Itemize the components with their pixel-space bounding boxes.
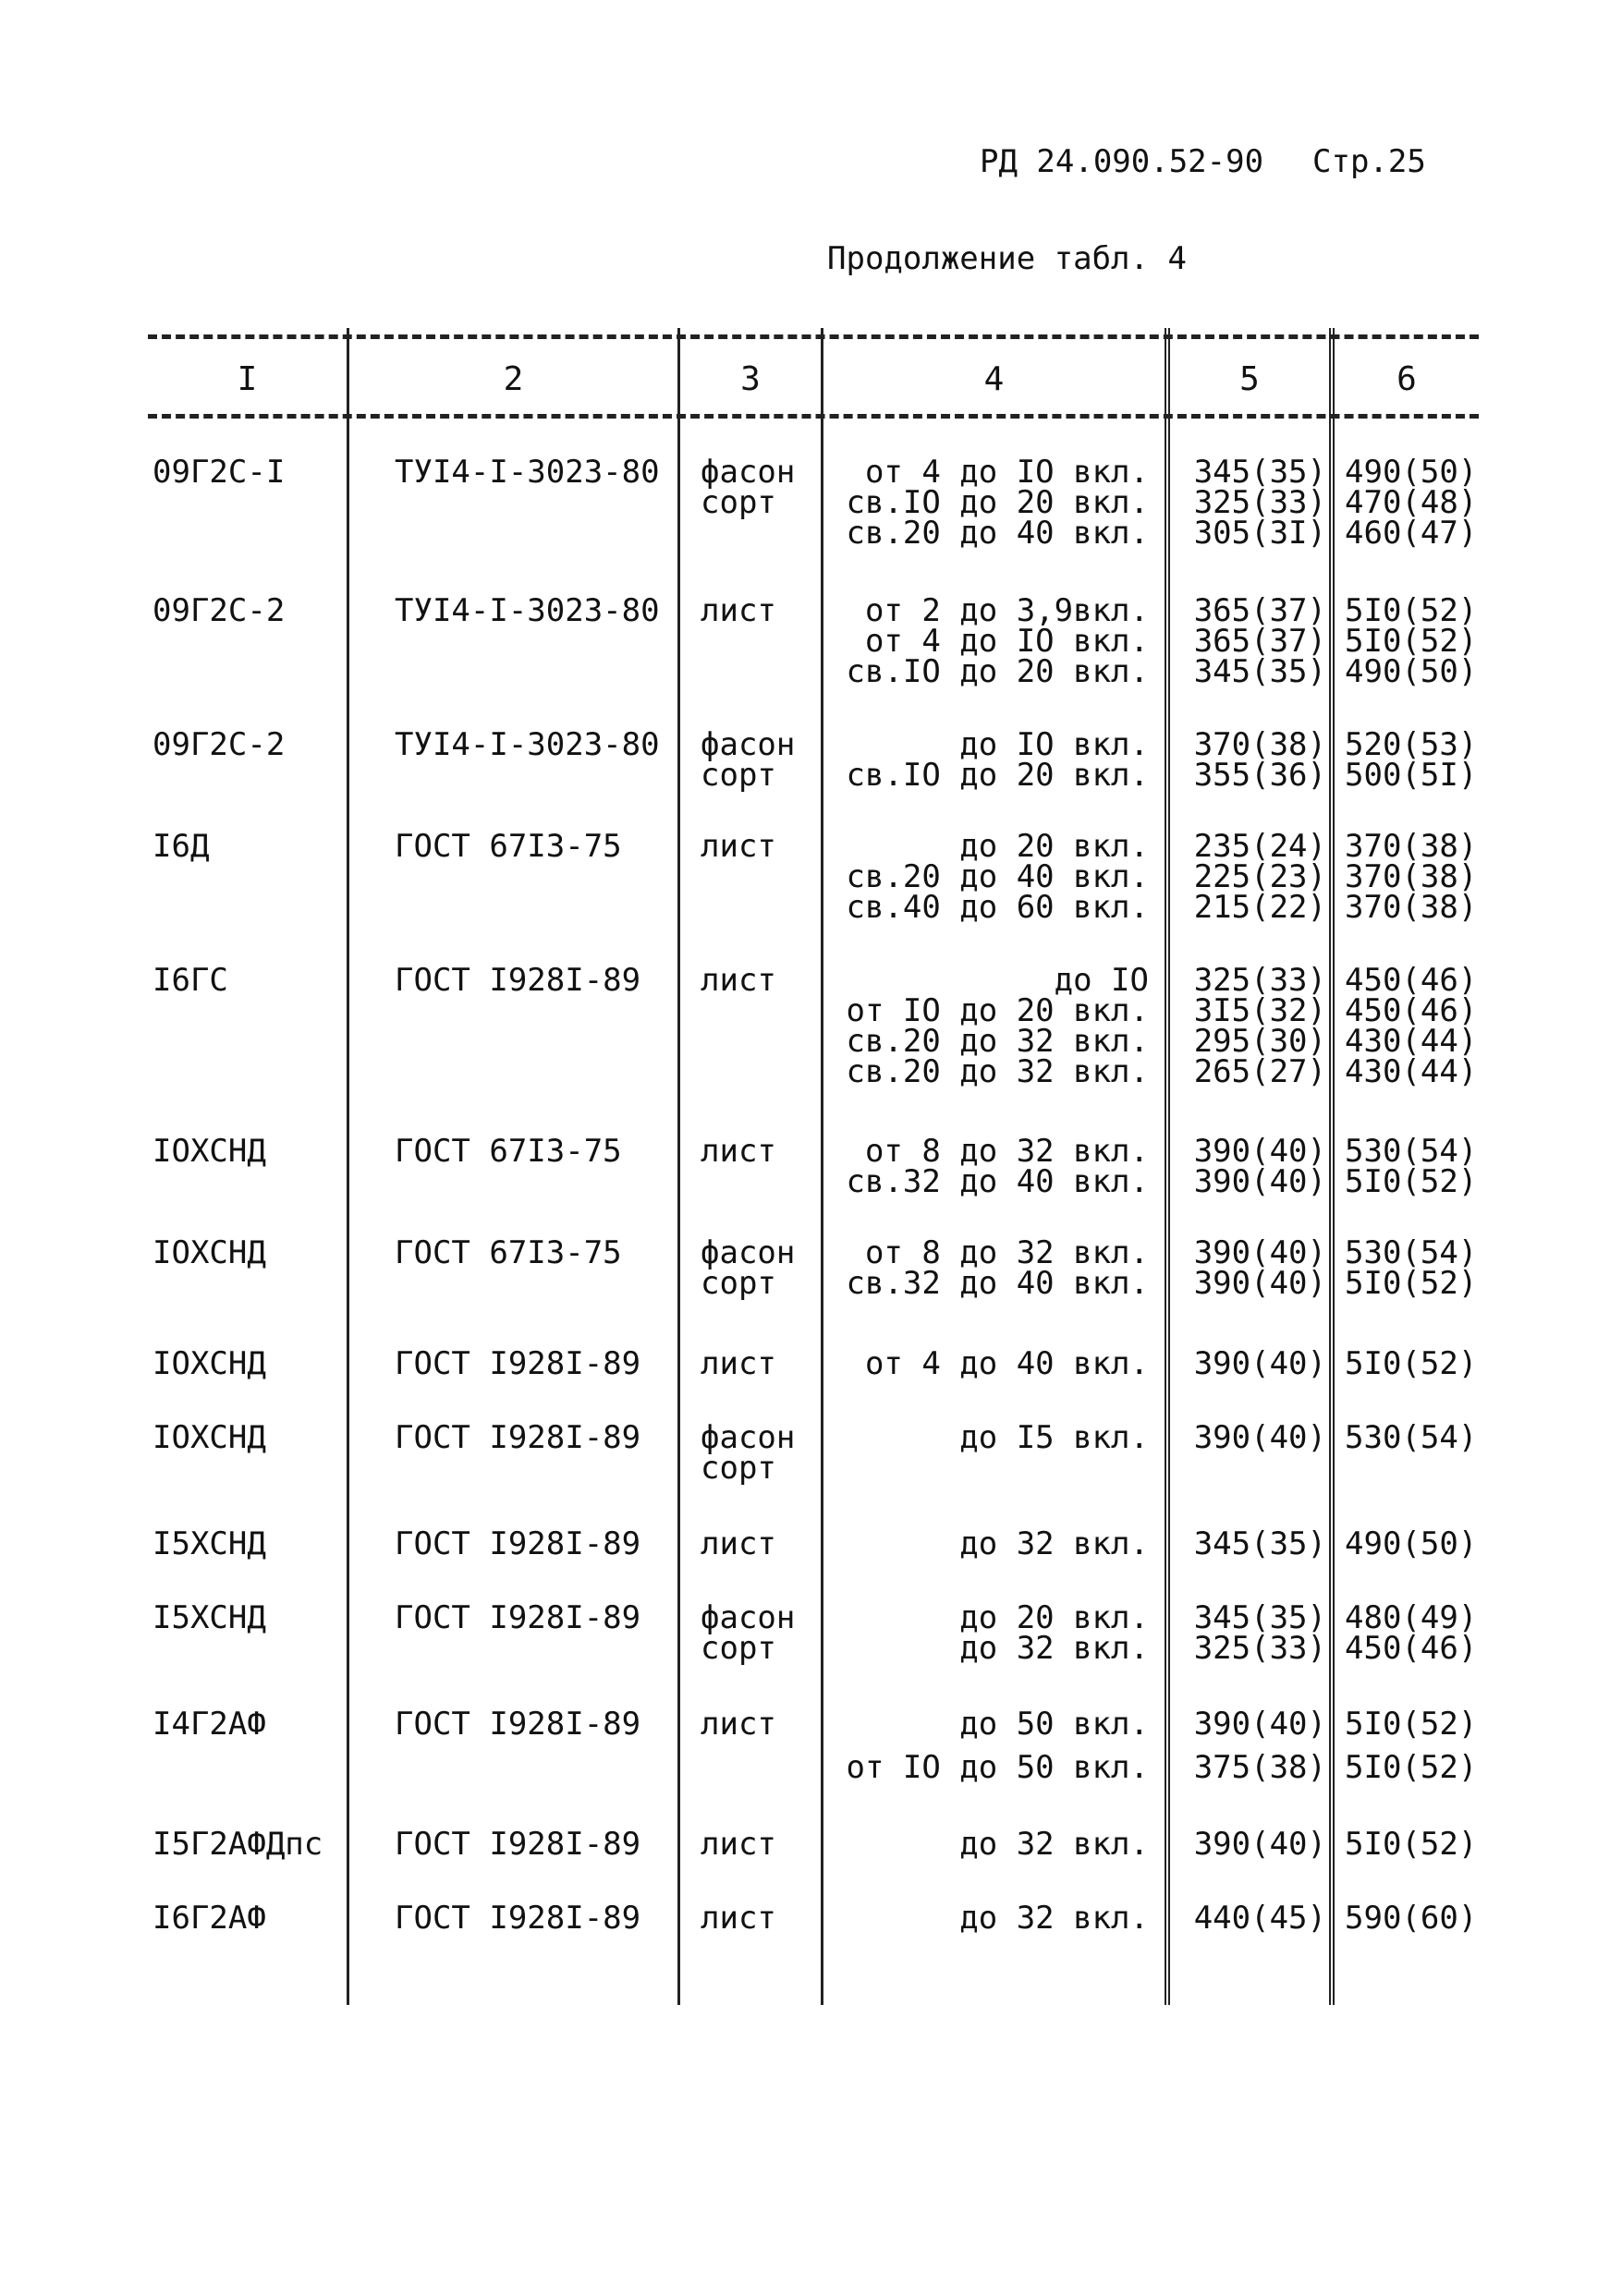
tensile-strength-cell-line: 450(46) xyxy=(1345,962,1478,999)
product-type-cell-line: лист xyxy=(701,1345,776,1382)
yield-strength-cell xyxy=(1174,1826,1326,1863)
thickness-range-cell xyxy=(839,1133,1149,1200)
thickness-range-cell-line: св.IO до 20 вкл. xyxy=(846,757,1149,794)
tensile-strength-cell xyxy=(1345,962,1479,1090)
product-type-cell-line: сорт xyxy=(701,1630,776,1667)
tensile-strength-cell xyxy=(1345,1599,1479,1667)
yield-strength-cell-line: 325(33) xyxy=(1193,962,1326,999)
yield-strength-cell-line: 225(23) xyxy=(1193,858,1326,895)
product-type-cell xyxy=(701,828,776,865)
steel-grade-cell xyxy=(152,1234,266,1271)
standard-cell-line: ГОСТ I928I-89 xyxy=(395,962,641,999)
standard-cell xyxy=(395,1234,622,1271)
tensile-strength-cell xyxy=(1345,1133,1479,1200)
tensile-strength-cell xyxy=(1345,828,1479,926)
steel-grade-cell-line: 09Г2С-2 xyxy=(152,726,286,763)
thickness-range-cell-line: св.IO до 20 вкл. xyxy=(846,484,1149,521)
steel-grade-cell xyxy=(152,1599,266,1636)
tensile-strength-cell-line: 490(50) xyxy=(1345,653,1478,690)
steel-grade-cell xyxy=(152,1706,266,1743)
thickness-range-cell-line: св.20 до 32 вкл. xyxy=(846,1023,1149,1060)
thickness-range-cell xyxy=(839,1599,1149,1667)
tensile-strength-cell-line: 370(38) xyxy=(1345,889,1478,926)
product-type-cell xyxy=(701,726,796,794)
standard-cell xyxy=(395,1419,641,1456)
yield-strength-cell-line: 3I5(32) xyxy=(1193,992,1326,1029)
yield-strength-cell xyxy=(1174,592,1326,690)
yield-strength-cell-line: 355(36) xyxy=(1193,757,1326,794)
yield-strength-cell-line: 440(45) xyxy=(1193,1900,1326,1937)
tensile-strength-cell-line: 500(5I) xyxy=(1345,757,1478,794)
steel-grade-cell-line: IOXCHД xyxy=(152,1133,266,1170)
steel-grade-cell-line: I5XCHД xyxy=(152,1525,266,1562)
column-divider-2 xyxy=(677,328,680,2005)
thickness-range-cell-line: от 8 до 32 вкл. xyxy=(864,1234,1149,1271)
tensile-strength-cell xyxy=(1345,1525,1479,1562)
product-type-cell-line: сорт xyxy=(701,1265,776,1302)
thickness-range-cell-line: от 4 до IO вкл. xyxy=(864,454,1149,491)
tensile-strength-cell xyxy=(1345,726,1479,794)
tensile-strength-cell-line: 490(50) xyxy=(1345,1525,1478,1562)
yield-strength-cell-line: 295(30) xyxy=(1193,1023,1326,1060)
product-type-cell-line: лист xyxy=(701,592,776,629)
product-type-cell xyxy=(701,1599,796,1667)
steel-grade-cell xyxy=(152,1826,323,1863)
thickness-range-cell-line: от 2 до 3,9вкл. xyxy=(864,592,1149,629)
column-header-4: 4 xyxy=(983,360,1005,398)
tensile-strength-cell-line: 5I0(52) xyxy=(1345,1706,1478,1743)
thickness-range-cell xyxy=(839,1345,1149,1382)
product-type-cell xyxy=(701,592,776,629)
tensile-strength-cell-line: 5I0(52) xyxy=(1345,1265,1478,1302)
steel-grade-cell-line: I6ГС xyxy=(152,962,228,999)
steel-grade-cell-line: I5Г2АФДпс xyxy=(152,1826,323,1863)
column-header-3: 3 xyxy=(740,360,761,398)
yield-strength-cell-line: 365(37) xyxy=(1193,623,1326,660)
yield-strength-cell-line: 390(40) xyxy=(1193,1234,1326,1271)
tensile-strength-cell xyxy=(1345,1826,1479,1863)
thickness-range-cell-line: св.32 до 40 вкл. xyxy=(846,1163,1149,1200)
thickness-range-cell xyxy=(839,1900,1149,1937)
tensile-strength-cell-line: 590(60) xyxy=(1345,1900,1478,1937)
thickness-range-cell-line: св.IO до 20 вкл. xyxy=(846,653,1149,690)
tensile-strength-cell-line: 470(48) xyxy=(1345,484,1478,521)
table-continuation-title: Продолжение табл. 4 xyxy=(827,240,1187,277)
product-type-cell-line: лист xyxy=(701,1525,776,1562)
steel-grade-cell xyxy=(152,726,286,763)
yield-strength-cell-line: 345(35) xyxy=(1193,653,1326,690)
yield-strength-cell-line: 325(33) xyxy=(1193,484,1326,521)
yield-strength-cell xyxy=(1174,1133,1326,1200)
thickness-range-cell-line: до I5 вкл. xyxy=(959,1419,1149,1456)
product-type-cell-line: фасон xyxy=(701,1419,796,1456)
steel-grade-cell-line: 09Г2С-2 xyxy=(152,592,286,629)
product-type-cell-line: фасон xyxy=(701,1599,796,1636)
yield-strength-cell xyxy=(1174,828,1326,926)
thickness-range-cell xyxy=(839,726,1149,794)
tensile-strength-cell xyxy=(1345,1419,1479,1456)
product-type-cell xyxy=(701,962,776,999)
tensile-strength-cell-line: 5I0(52) xyxy=(1345,1345,1478,1382)
standard-cell xyxy=(395,1345,641,1382)
yield-strength-cell-line: 390(40) xyxy=(1193,1163,1326,1200)
yield-strength-cell xyxy=(1174,1419,1326,1456)
tensile-strength-cell-line: 5I0(52) xyxy=(1345,1826,1478,1863)
thickness-range-cell-line: до IO вкл. xyxy=(959,726,1149,763)
yield-strength-cell-line: 345(35) xyxy=(1193,1525,1326,1562)
tensile-strength-cell xyxy=(1345,1706,1479,1786)
standard-cell-line: ГОСТ I928I-89 xyxy=(395,1419,641,1456)
tensile-strength-cell xyxy=(1345,1900,1479,1937)
product-type-cell xyxy=(701,1345,776,1382)
product-type-cell-line: фасон xyxy=(701,726,796,763)
yield-strength-cell xyxy=(1174,1706,1326,1786)
column-header-5: 5 xyxy=(1239,360,1260,398)
yield-strength-cell-line: 390(40) xyxy=(1193,1706,1326,1743)
tensile-strength-cell xyxy=(1345,1345,1479,1382)
steel-grade-cell xyxy=(152,1525,266,1562)
steel-grade-cell-line: IOXCHД xyxy=(152,1419,266,1456)
steel-grade-cell-line: I6Г2АФ xyxy=(152,1900,266,1937)
yield-strength-cell-line: 365(37) xyxy=(1193,592,1326,629)
product-type-cell-line: лист xyxy=(701,1133,776,1170)
document-code: РД 24.090.52-90 xyxy=(980,143,1264,180)
standard-cell xyxy=(395,1900,641,1937)
standard-cell xyxy=(395,592,660,629)
tensile-strength-cell-line: 530(54) xyxy=(1345,1234,1478,1271)
product-type-cell-line: лист xyxy=(701,1826,776,1863)
standard-cell-line: ГОСТ I928I-89 xyxy=(395,1599,641,1636)
steel-grade-cell xyxy=(152,962,228,999)
standard-cell xyxy=(395,828,622,865)
steel-grade-cell-line: 09Г2С-I xyxy=(152,454,286,491)
thickness-range-cell xyxy=(839,1826,1149,1863)
steel-grade-cell xyxy=(152,1900,266,1937)
product-type-cell-line: сорт xyxy=(701,1450,776,1487)
yield-strength-cell-line: 345(35) xyxy=(1193,454,1326,491)
standard-cell-line: ГОСТ I928I-89 xyxy=(395,1706,641,1743)
standard-cell-line: ГОСТ 67I3-75 xyxy=(395,1234,622,1271)
standard-cell xyxy=(395,1525,641,1562)
product-type-cell xyxy=(701,1419,796,1487)
yield-strength-cell xyxy=(1174,1599,1326,1667)
standard-cell-line: ТУI4-I-3023-80 xyxy=(395,726,660,763)
yield-strength-cell-line: 390(40) xyxy=(1193,1826,1326,1863)
tensile-strength-cell xyxy=(1345,1234,1479,1302)
column-header-2: 2 xyxy=(503,360,524,398)
product-type-cell-line: лист xyxy=(701,1900,776,1937)
yield-strength-cell-line: 390(40) xyxy=(1193,1419,1326,1456)
tensile-strength-cell-line: 5I0(52) xyxy=(1345,1163,1478,1200)
standard-cell xyxy=(395,454,660,491)
steel-grade-cell-line: IOXCHД xyxy=(152,1234,266,1271)
thickness-range-cell xyxy=(839,962,1149,1090)
tensile-strength-cell-line: 530(54) xyxy=(1345,1419,1478,1456)
thickness-range-cell-line: до 20 вкл. xyxy=(959,1599,1149,1636)
standard-cell-line: ГОСТ I928I-89 xyxy=(395,1345,641,1382)
yield-strength-cell xyxy=(1174,726,1326,794)
page-number: Стр.25 xyxy=(1312,143,1426,180)
column-header-6: 6 xyxy=(1396,360,1417,398)
tensile-strength-cell-line: 490(50) xyxy=(1345,454,1478,491)
thickness-range-cell-line: св.32 до 40 вкл. xyxy=(846,1265,1149,1302)
standard-cell xyxy=(395,962,641,999)
yield-strength-cell-line: 305(3I) xyxy=(1193,515,1326,552)
standard-cell xyxy=(395,1133,622,1170)
product-type-cell-line: лист xyxy=(701,1706,776,1743)
thickness-range-cell xyxy=(839,1525,1149,1562)
steel-grade-cell xyxy=(152,1419,266,1456)
yield-strength-cell-line: 370(38) xyxy=(1193,726,1326,763)
yield-strength-cell xyxy=(1174,454,1326,552)
yield-strength-cell-line: 235(24) xyxy=(1193,828,1326,865)
thickness-range-cell-line: от IO до 20 вкл. xyxy=(846,992,1149,1029)
product-type-cell-line: фасон xyxy=(701,1234,796,1271)
yield-strength-cell xyxy=(1174,1345,1326,1382)
steel-grade-cell-line: I6Д xyxy=(152,828,210,865)
product-type-cell xyxy=(701,1525,776,1562)
yield-strength-cell-line: 375(38) xyxy=(1193,1749,1326,1786)
tensile-strength-cell-line: 5I0(52) xyxy=(1345,592,1478,629)
product-type-cell xyxy=(701,1826,776,1863)
standard-cell-line: ТУI4-I-3023-80 xyxy=(395,454,660,491)
standard-cell-line: ГОСТ I928I-89 xyxy=(395,1826,641,1863)
yield-strength-cell xyxy=(1174,1234,1326,1302)
steel-grade-cell xyxy=(152,1345,266,1382)
thickness-range-cell-line: до 20 вкл. xyxy=(959,828,1149,865)
standard-cell xyxy=(395,726,660,763)
thickness-range-cell-line: до 32 вкл. xyxy=(959,1525,1149,1562)
tensile-strength-cell xyxy=(1345,454,1479,552)
product-type-cell xyxy=(701,1706,776,1743)
tensile-strength-cell-line: 460(47) xyxy=(1345,515,1478,552)
yield-strength-cell-line: 390(40) xyxy=(1193,1265,1326,1302)
standard-cell-line: ТУI4-I-3023-80 xyxy=(395,592,660,629)
yield-strength-cell xyxy=(1174,1900,1326,1937)
tensile-strength-cell xyxy=(1345,592,1479,690)
product-type-cell-line: сорт xyxy=(701,484,776,521)
yield-strength-cell xyxy=(1174,962,1326,1090)
thickness-range-cell-line: от 8 до 32 вкл. xyxy=(864,1133,1149,1170)
yield-strength-cell-line: 215(22) xyxy=(1193,889,1326,926)
standard-cell-line: ГОСТ I928I-89 xyxy=(395,1900,641,1937)
product-type-cell xyxy=(701,454,796,521)
product-type-cell xyxy=(701,1133,776,1170)
yield-strength-cell-line: 325(33) xyxy=(1193,1630,1326,1667)
thickness-range-cell xyxy=(839,1419,1149,1456)
steel-grade-cell-line: I5XCHД xyxy=(152,1599,266,1636)
tensile-strength-cell-line: 530(54) xyxy=(1345,1133,1478,1170)
thickness-range-cell-line: до 32 вкл. xyxy=(959,1630,1149,1667)
standard-cell-line: ГОСТ 67I3-75 xyxy=(395,1133,622,1170)
thickness-range-cell-line: св.20 до 40 вкл. xyxy=(846,858,1149,895)
steel-grade-cell xyxy=(152,828,210,865)
yield-strength-cell xyxy=(1174,1525,1326,1562)
yield-strength-cell-line: 390(40) xyxy=(1193,1133,1326,1170)
tensile-strength-cell-line: 430(44) xyxy=(1345,1023,1478,1060)
steel-grade-cell-line: IOXCHД xyxy=(152,1345,266,1382)
standard-cell xyxy=(395,1706,641,1743)
standard-cell-line: ГОСТ 67I3-75 xyxy=(395,828,622,865)
thickness-range-cell-line: до 32 вкл. xyxy=(959,1826,1149,1863)
thickness-range-cell-line: от 4 до 40 вкл. xyxy=(864,1345,1149,1382)
tensile-strength-cell-line: 450(46) xyxy=(1345,1630,1478,1667)
thickness-range-cell-line: от IO до 50 вкл. xyxy=(846,1749,1149,1786)
tensile-strength-cell-line: 480(49) xyxy=(1345,1599,1478,1636)
tensile-strength-cell-line: 5I0(52) xyxy=(1345,1749,1478,1786)
thickness-range-cell xyxy=(839,1234,1149,1302)
steel-grade-cell xyxy=(152,1133,266,1170)
column-divider-1 xyxy=(347,328,349,2005)
tensile-strength-cell-line: 520(53) xyxy=(1345,726,1478,763)
thickness-range-cell xyxy=(839,1706,1149,1786)
yield-strength-cell-line: 265(27) xyxy=(1193,1053,1326,1090)
product-type-cell-line: сорт xyxy=(701,757,776,794)
standard-cell xyxy=(395,1599,641,1636)
tensile-strength-cell-line: 430(44) xyxy=(1345,1053,1478,1090)
thickness-range-cell xyxy=(839,828,1149,926)
yield-strength-cell-line: 345(35) xyxy=(1193,1599,1326,1636)
column-divider-4 xyxy=(1165,328,1170,2005)
thickness-range-cell-line: до 50 вкл. xyxy=(959,1706,1149,1743)
thickness-range-cell xyxy=(839,454,1149,552)
tensile-strength-cell-line: 370(38) xyxy=(1345,828,1478,865)
column-divider-5 xyxy=(1329,328,1335,2005)
steel-grade-cell-line: I4Г2АФ xyxy=(152,1706,266,1743)
yield-strength-cell-line: 390(40) xyxy=(1193,1345,1326,1382)
steel-grade-cell xyxy=(152,454,286,491)
thickness-range-cell-line: св.40 до 60 вкл. xyxy=(846,889,1149,926)
tensile-strength-cell-line: 450(46) xyxy=(1345,992,1478,1029)
product-type-cell xyxy=(701,1234,796,1302)
thickness-range-cell-line: до 32 вкл. xyxy=(959,1900,1149,1937)
thickness-range-cell-line: св.20 до 40 вкл. xyxy=(846,515,1149,552)
thickness-range-cell-line: до IO xyxy=(1054,962,1149,999)
tensile-strength-cell-line: 370(38) xyxy=(1345,858,1478,895)
standard-cell xyxy=(395,1826,641,1863)
tensile-strength-cell-line: 5I0(52) xyxy=(1345,623,1478,660)
thickness-range-cell-line: от 4 до IO вкл. xyxy=(864,623,1149,660)
product-type-cell-line: лист xyxy=(701,828,776,865)
product-type-cell xyxy=(701,1900,776,1937)
thickness-range-cell-line: св.20 до 32 вкл. xyxy=(846,1053,1149,1090)
column-divider-3 xyxy=(821,328,823,2005)
thickness-range-cell xyxy=(839,592,1149,690)
standard-cell-line: ГОСТ I928I-89 xyxy=(395,1525,641,1562)
steel-grade-cell xyxy=(152,592,286,629)
column-header-1: I xyxy=(237,360,258,398)
product-type-cell-line: лист xyxy=(701,962,776,999)
product-type-cell-line: фасон xyxy=(701,454,796,491)
